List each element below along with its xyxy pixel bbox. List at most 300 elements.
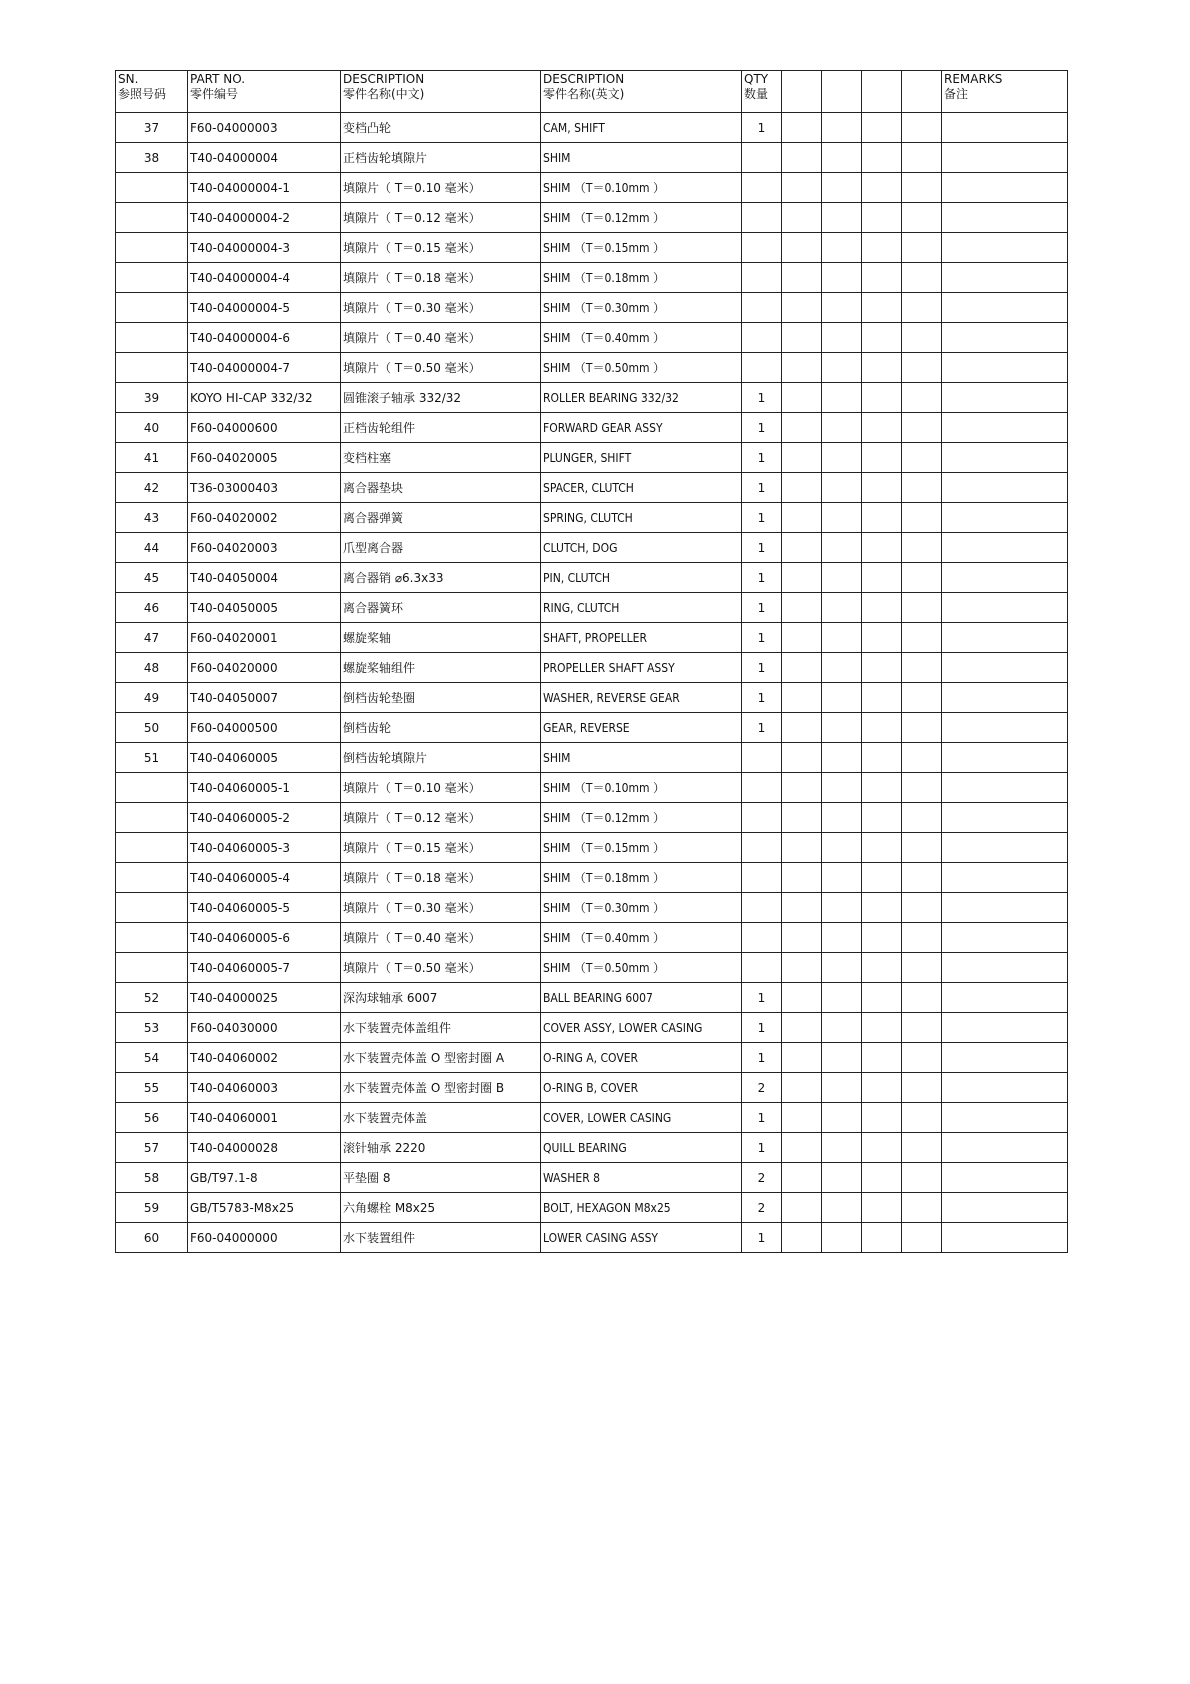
cell-qty: 1 [742,623,782,653]
cell-desc-en: GEAR, REVERSE [541,713,742,743]
cell-blank-1 [782,773,822,803]
cell-desc-en: SPRING, CLUTCH [541,503,742,533]
cell-blank-2 [822,1043,862,1073]
cell-blank-4 [902,953,942,983]
cell-desc-cn: 倒档齿轮填隙片 [341,743,541,773]
cell-desc-en: CLUTCH, DOG [541,533,742,563]
cell-remarks [942,983,1068,1013]
cell-qty [742,233,782,263]
cell-remarks [942,713,1068,743]
cell-desc-en: COVER, LOWER CASING [541,1103,742,1133]
cell-blank-4 [902,653,942,683]
cell-desc-en: SHIM （T＝0.12mm ） [541,203,742,233]
cell-blank-4 [902,743,942,773]
cell-blank-4 [902,593,942,623]
cell-blank-1 [782,713,822,743]
cell-desc-cn: 水下装置壳体盖 O 型密封圈 B [341,1073,541,1103]
cell-blank-1 [782,1223,822,1253]
cell-blank-2 [822,173,862,203]
cell-remarks [942,173,1068,203]
cell-blank-2 [822,1133,862,1163]
header-desc-cn-en: DESCRIPTION [343,72,425,86]
table-row [116,1043,1068,1073]
cell-qty [742,293,782,323]
cell-qty: 1 [742,503,782,533]
cell-blank-2 [822,233,862,263]
cell-desc-cn: 离合器簧环 [341,593,541,623]
cell-sn: 57 [116,1133,188,1163]
cell-sn: 49 [116,683,188,713]
header-qty-cn: 数量 [744,87,769,101]
cell-blank-4 [902,473,942,503]
cell-blank-1 [782,623,822,653]
cell-desc-cn: 螺旋桨轴组件 [341,653,541,683]
table-row [116,563,1068,593]
cell-blank-1 [782,413,822,443]
cell-blank-4 [902,1043,942,1073]
cell-blank-3 [862,653,902,683]
header-blank-4 [902,71,942,113]
cell-blank-3 [862,353,902,383]
cell-blank-2 [822,353,862,383]
table-row [116,653,1068,683]
header-desc-en-en: DESCRIPTION [543,72,625,86]
cell-blank-2 [822,413,862,443]
cell-blank-2 [822,833,862,863]
header-blank-3 [862,71,902,113]
cell-sn [116,803,188,833]
cell-blank-1 [782,503,822,533]
cell-blank-1 [782,173,822,203]
cell-desc-en: SHIM （T＝0.30mm ） [541,893,742,923]
header-sn [116,71,188,113]
cell-blank-4 [902,533,942,563]
cell-desc-en: PLUNGER, SHIFT [541,443,742,473]
cell-remarks [942,563,1068,593]
cell-blank-1 [782,383,822,413]
table-row [116,623,1068,653]
cell-blank-2 [822,743,862,773]
cell-qty: 1 [742,473,782,503]
cell-blank-3 [862,233,902,263]
cell-sn [116,263,188,293]
cell-qty: 2 [742,1163,782,1193]
cell-blank-3 [862,773,902,803]
header-desc-cn-cn: 零件名称(中文) [343,87,425,101]
cell-desc-cn: 离合器销 ⌀6.3x33 [341,563,541,593]
table-row [116,143,1068,173]
table-row [116,263,1068,293]
cell-blank-4 [902,773,942,803]
cell-blank-2 [822,323,862,353]
cell-blank-1 [782,1133,822,1163]
table-row [116,893,1068,923]
cell-qty: 1 [742,1013,782,1043]
cell-qty [742,353,782,383]
cell-remarks [942,323,1068,353]
cell-desc-cn: 圆锥滚子轴承 332/32 [341,383,541,413]
cell-qty: 2 [742,1073,782,1103]
cell-sn: 39 [116,383,188,413]
cell-part-no: T40-04060002 [188,1043,341,1073]
cell-blank-4 [902,893,942,923]
cell-blank-4 [902,503,942,533]
cell-sn: 53 [116,1013,188,1043]
cell-blank-1 [782,563,822,593]
cell-sn: 48 [116,653,188,683]
cell-desc-en: SHIM （T＝0.18mm ） [541,863,742,893]
cell-blank-2 [822,473,862,503]
cell-remarks [942,233,1068,263]
cell-blank-3 [862,893,902,923]
cell-desc-cn: 水下装置壳体盖 [341,1103,541,1133]
cell-blank-2 [822,1103,862,1133]
cell-blank-2 [822,143,862,173]
cell-desc-en: SHIM （T＝0.10mm ） [541,173,742,203]
cell-remarks [942,1073,1068,1103]
cell-sn [116,953,188,983]
table-row [116,833,1068,863]
cell-blank-3 [862,113,902,143]
cell-blank-3 [862,383,902,413]
cell-part-no: T40-04000004-6 [188,323,341,353]
cell-desc-en: SHIM （T＝0.30mm ） [541,293,742,323]
cell-desc-cn: 填隙片（ T＝0.18 毫米） [341,263,541,293]
cell-qty: 1 [742,443,782,473]
cell-part-no: T40-04060005-7 [188,953,341,983]
table-row [116,923,1068,953]
cell-part-no: T40-04060005-1 [188,773,341,803]
cell-blank-3 [862,563,902,593]
cell-part-no: F60-04000600 [188,413,341,443]
cell-desc-en: WASHER 8 [541,1163,742,1193]
cell-desc-en: O-RING A, COVER [541,1043,742,1073]
cell-blank-1 [782,803,822,833]
cell-desc-cn: 深沟球轴承 6007 [341,983,541,1013]
table-row [116,1133,1068,1163]
cell-remarks [942,623,1068,653]
cell-remarks [942,203,1068,233]
cell-sn [116,353,188,383]
cell-qty [742,863,782,893]
cell-qty: 1 [742,1103,782,1133]
cell-blank-1 [782,863,822,893]
cell-blank-3 [862,983,902,1013]
table-row [116,1223,1068,1253]
cell-blank-1 [782,653,822,683]
header-part-no-cn: 零件编号 [190,87,239,101]
cell-blank-3 [862,743,902,773]
header-blank-1 [782,71,822,113]
table-row [116,113,1068,143]
cell-sn: 37 [116,113,188,143]
cell-part-no: F60-04000003 [188,113,341,143]
cell-sn: 55 [116,1073,188,1103]
cell-desc-en: SHAFT, PROPELLER [541,623,742,653]
cell-sn: 43 [116,503,188,533]
cell-blank-4 [902,923,942,953]
cell-part-no: T40-04000004-1 [188,173,341,203]
cell-desc-en: PIN, CLUTCH [541,563,742,593]
cell-blank-4 [902,413,942,443]
cell-desc-cn: 水下装置壳体盖 O 型密封圈 A [341,1043,541,1073]
cell-qty: 1 [742,563,782,593]
table-row [116,173,1068,203]
cell-blank-2 [822,503,862,533]
cell-blank-3 [862,503,902,533]
header-part-no [188,71,341,113]
cell-remarks [942,353,1068,383]
cell-desc-cn: 正档齿轮组件 [341,413,541,443]
cell-blank-4 [902,1013,942,1043]
cell-desc-en: SPACER, CLUTCH [541,473,742,503]
cell-blank-4 [902,233,942,263]
cell-qty: 2 [742,1193,782,1223]
cell-blank-1 [782,203,822,233]
cell-desc-en: WASHER, REVERSE GEAR [541,683,742,713]
cell-desc-en: SHIM （T＝0.40mm ） [541,323,742,353]
cell-blank-4 [902,1073,942,1103]
cell-blank-1 [782,113,822,143]
cell-blank-4 [902,833,942,863]
cell-desc-en: ROLLER BEARING 332/32 [541,383,742,413]
cell-desc-cn: 离合器垫块 [341,473,541,503]
cell-desc-en: SHIM （T＝0.50mm ） [541,353,742,383]
cell-blank-2 [822,1073,862,1103]
cell-blank-2 [822,1013,862,1043]
cell-blank-3 [862,533,902,563]
cell-sn [116,203,188,233]
cell-blank-4 [902,383,942,413]
cell-desc-en: FORWARD GEAR ASSY [541,413,742,443]
cell-blank-3 [862,1073,902,1103]
cell-blank-1 [782,983,822,1013]
cell-blank-4 [902,1103,942,1133]
cell-sn [116,773,188,803]
table-row [116,863,1068,893]
cell-part-no: T40-04060005-4 [188,863,341,893]
cell-desc-cn: 填隙片（ T＝0.18 毫米） [341,863,541,893]
cell-desc-en: BOLT, HEXAGON M8x25 [541,1193,742,1223]
cell-blank-4 [902,293,942,323]
cell-blank-4 [902,263,942,293]
table-row [116,233,1068,263]
table-row [116,323,1068,353]
table-row [116,593,1068,623]
cell-blank-4 [902,353,942,383]
cell-qty [742,803,782,833]
cell-blank-1 [782,323,822,353]
cell-qty [742,893,782,923]
cell-remarks [942,1133,1068,1163]
cell-desc-cn: 滚针轴承 2220 [341,1133,541,1163]
cell-blank-4 [902,623,942,653]
cell-remarks [942,1193,1068,1223]
cell-remarks [942,413,1068,443]
cell-blank-4 [902,683,942,713]
cell-desc-cn: 螺旋桨轴 [341,623,541,653]
cell-part-no: T36-03000403 [188,473,341,503]
table-row [116,473,1068,503]
cell-part-no: T40-04000004-5 [188,293,341,323]
cell-desc-cn: 水下装置壳体盖组件 [341,1013,541,1043]
cell-blank-3 [862,1223,902,1253]
cell-qty [742,143,782,173]
cell-blank-1 [782,593,822,623]
cell-sn: 40 [116,413,188,443]
cell-blank-4 [902,563,942,593]
cell-remarks [942,773,1068,803]
cell-remarks [942,953,1068,983]
cell-qty: 1 [742,683,782,713]
cell-remarks [942,1043,1068,1073]
cell-blank-2 [822,953,862,983]
cell-blank-3 [862,713,902,743]
table-row [116,1103,1068,1133]
table-row [116,203,1068,233]
cell-qty [742,833,782,863]
cell-remarks [942,143,1068,173]
cell-part-no: T40-04060005-2 [188,803,341,833]
cell-part-no: F60-04030000 [188,1013,341,1043]
cell-qty: 1 [742,1223,782,1253]
cell-sn [116,293,188,323]
cell-remarks [942,803,1068,833]
cell-blank-4 [902,173,942,203]
cell-blank-2 [822,683,862,713]
cell-blank-1 [782,1073,822,1103]
cell-remarks [942,503,1068,533]
table-row [116,293,1068,323]
cell-part-no: KOYO HI-CAP 332/32 [188,383,341,413]
cell-blank-3 [862,293,902,323]
cell-desc-en: SHIM （T＝0.12mm ） [541,803,742,833]
cell-desc-en: SHIM （T＝0.10mm ） [541,773,742,803]
cell-blank-3 [862,1193,902,1223]
table-row [116,803,1068,833]
cell-sn: 41 [116,443,188,473]
parts-table-body [116,113,1068,1253]
cell-part-no: T40-04000004 [188,143,341,173]
cell-part-no: T40-04000004-7 [188,353,341,383]
cell-blank-1 [782,143,822,173]
cell-remarks [942,383,1068,413]
table-row [116,953,1068,983]
cell-qty [742,953,782,983]
cell-blank-3 [862,323,902,353]
cell-sn [116,323,188,353]
cell-desc-en: O-RING B, COVER [541,1073,742,1103]
cell-sn: 51 [116,743,188,773]
cell-part-no: T40-04060005-5 [188,893,341,923]
table-row [116,413,1068,443]
cell-desc-cn: 填隙片（ T＝0.40 毫米） [341,323,541,353]
header-desc-en-cn: 零件名称(英文) [543,87,625,101]
cell-blank-2 [822,773,862,803]
cell-remarks [942,1223,1068,1253]
cell-sn: 42 [116,473,188,503]
table-row [116,1193,1068,1223]
cell-blank-4 [902,863,942,893]
cell-part-no: F60-04000000 [188,1223,341,1253]
cell-blank-3 [862,623,902,653]
cell-sn: 44 [116,533,188,563]
table-row [116,713,1068,743]
cell-blank-4 [902,713,942,743]
cell-blank-3 [862,863,902,893]
cell-sn [116,893,188,923]
cell-sn: 38 [116,143,188,173]
cell-blank-1 [782,443,822,473]
cell-qty: 1 [742,383,782,413]
table-row [116,683,1068,713]
cell-blank-2 [822,203,862,233]
cell-blank-2 [822,1193,862,1223]
header-sn-cn: 参照号码 [118,87,167,101]
cell-desc-cn: 填隙片（ T＝0.50 毫米） [341,353,541,383]
cell-part-no: T40-04000025 [188,983,341,1013]
cell-blank-3 [862,1133,902,1163]
cell-sn: 46 [116,593,188,623]
cell-blank-1 [782,1103,822,1133]
cell-sn: 47 [116,623,188,653]
cell-desc-cn: 填隙片（ T＝0.12 毫米） [341,203,541,233]
cell-sn [116,233,188,263]
cell-sn: 56 [116,1103,188,1133]
table-row [116,443,1068,473]
cell-blank-2 [822,593,862,623]
cell-sn [116,833,188,863]
cell-blank-2 [822,653,862,683]
cell-desc-cn: 倒档齿轮垫圈 [341,683,541,713]
cell-desc-en: QUILL BEARING [541,1133,742,1163]
cell-blank-2 [822,1163,862,1193]
table-row [116,743,1068,773]
cell-desc-en: SHIM （T＝0.15mm ） [541,833,742,863]
cell-desc-cn: 变档柱塞 [341,443,541,473]
table-row [116,383,1068,413]
header-row [116,71,1068,113]
table-row [116,773,1068,803]
cell-blank-1 [782,893,822,923]
cell-blank-2 [822,713,862,743]
cell-blank-2 [822,893,862,923]
cell-part-no: T40-04000004-4 [188,263,341,293]
cell-part-no: T40-04000004-2 [188,203,341,233]
cell-desc-en: SHIM （T＝0.50mm ） [541,953,742,983]
table-row [116,1073,1068,1103]
cell-desc-en: BALL BEARING 6007 [541,983,742,1013]
cell-qty [742,923,782,953]
cell-desc-cn: 填隙片（ T＝0.30 毫米） [341,293,541,323]
cell-blank-4 [902,443,942,473]
cell-desc-en: SHIM （T＝0.18mm ） [541,263,742,293]
cell-remarks [942,923,1068,953]
cell-blank-1 [782,833,822,863]
cell-desc-cn: 离合器弹簧 [341,503,541,533]
cell-blank-2 [822,863,862,893]
cell-blank-2 [822,803,862,833]
cell-blank-2 [822,983,862,1013]
cell-sn: 60 [116,1223,188,1253]
cell-part-no: T40-04060001 [188,1103,341,1133]
header-remarks-cn: 备注 [944,87,969,101]
table-row [116,503,1068,533]
cell-blank-2 [822,293,862,323]
cell-desc-en: CAM, SHIFT [541,113,742,143]
cell-blank-3 [862,203,902,233]
cell-blank-4 [902,1193,942,1223]
